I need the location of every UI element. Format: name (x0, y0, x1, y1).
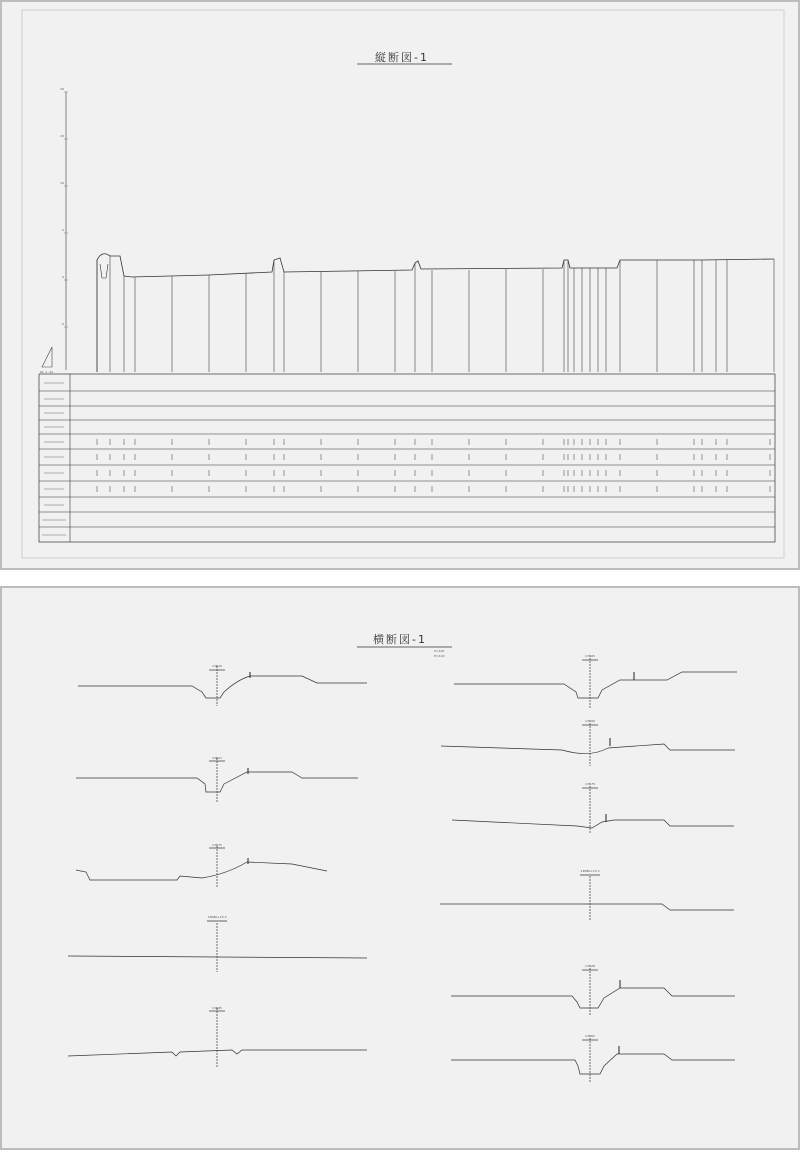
scale-tick-label: 20 (60, 87, 64, 91)
scale-tick-label: 15 (60, 134, 64, 138)
cross-section-10 (451, 968, 735, 1016)
cross-section-sheet (2, 588, 798, 1148)
section-label: 13N65 (585, 1034, 595, 1038)
cross-section-drawing (2, 588, 798, 1148)
scale-triangle-icon (42, 347, 52, 367)
cross-section-4 (68, 921, 367, 972)
cross-section-1 (78, 666, 367, 706)
scale-tick-label: 0 (62, 275, 64, 279)
scale-v-label: V=100 (434, 649, 445, 653)
cross-section-5 (68, 1008, 367, 1068)
section-label: 13N20 (212, 664, 222, 668)
section-label: 13N75 (212, 843, 222, 847)
cross-section-6 (454, 658, 737, 708)
section-label: 13N75 (585, 782, 595, 786)
longitudinal-profile-sheet (2, 2, 798, 568)
cross-title: 横断図-1 (373, 633, 427, 646)
longitudinal-title: 縦断図-1 (375, 51, 429, 64)
longitudinal-drawing (2, 2, 798, 568)
section-label: 13N28 (585, 964, 595, 968)
ground-profile-line (97, 254, 774, 372)
section-label: 13N90 (585, 719, 595, 723)
cross-section-7 (441, 723, 735, 766)
section-label: 13N80+15.3 (580, 869, 600, 873)
sheet-separator (0, 570, 800, 586)
scale-tick-label: 10 (60, 181, 64, 185)
cross-section-8 (452, 786, 734, 834)
cross-section-9 (440, 875, 734, 920)
datum-label: DL = -10 (40, 370, 54, 374)
section-label: 13N21 (212, 756, 222, 760)
section-label: 13N05 (585, 654, 595, 658)
profile-data-table (39, 374, 775, 542)
section-label: 13N80+15.3 (207, 915, 227, 919)
station-lines (97, 256, 774, 372)
cross-section-2 (76, 758, 358, 802)
section-label: 13N85 (212, 1006, 222, 1010)
scale-tick-label: 5 (62, 228, 64, 232)
cross-section-3 (76, 846, 327, 888)
scale-h-label: H=100 (434, 654, 445, 658)
cross-section-11 (451, 1038, 735, 1082)
scale-tick-label: -5 (61, 322, 64, 326)
